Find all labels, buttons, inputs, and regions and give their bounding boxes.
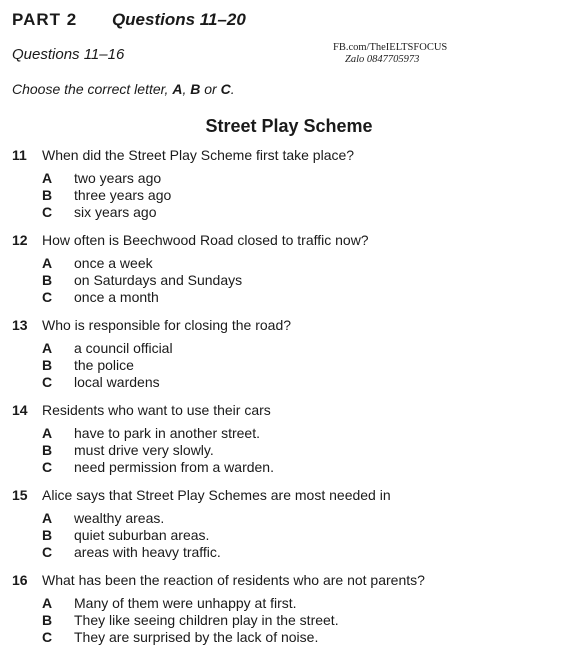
question-15 [12, 485, 562, 560]
instruction [12, 81, 235, 97]
option-text: need permission from a warden. [74, 458, 274, 475]
option-text: once a week [74, 255, 153, 271]
option-a [12, 255, 562, 272]
question-line [12, 400, 562, 420]
watermark-line-1: FB.com/TheIELTSFOCUS [333, 42, 448, 53]
questions-range: Questions 11–20 [111, 10, 246, 29]
option-b [12, 272, 562, 289]
watermark [333, 42, 447, 66]
question-line [12, 230, 562, 250]
letter-b: B [190, 81, 201, 97]
letter-c: C [220, 81, 231, 97]
question-number: 11 [12, 147, 27, 163]
question-11 [12, 145, 562, 220]
part-label: PART 2 [12, 10, 78, 29]
option-a [12, 595, 562, 612]
separator-or: or [204, 81, 217, 97]
question-line [12, 570, 562, 590]
option-letter: B [42, 186, 53, 203]
question-text: Residents who want to use their cars [42, 402, 271, 418]
part-header [12, 10, 246, 30]
option-a [12, 510, 562, 527]
option-b [12, 527, 562, 544]
option-letter: C [42, 288, 53, 305]
option-b [12, 612, 562, 629]
option-letter: C [42, 373, 53, 390]
option-a [12, 170, 562, 187]
option-c [12, 629, 562, 646]
option-a [12, 340, 562, 357]
option-list [12, 595, 562, 645]
separator-comma: , [182, 81, 187, 97]
question-number: 16 [12, 572, 28, 588]
question-line [12, 485, 562, 505]
option-text: two years ago [74, 170, 162, 186]
option-letter: C [42, 203, 53, 220]
option-list [12, 255, 562, 305]
instruction-prefix: Choose the correct letter, [12, 81, 169, 97]
option-b [12, 442, 562, 459]
option-list [12, 510, 562, 560]
option-c [12, 289, 562, 306]
option-list [12, 170, 562, 220]
option-text: the police [74, 356, 134, 373]
section-heading: Questions 11–16 [12, 46, 125, 63]
question-number: 12 [12, 232, 28, 248]
option-letter: B [42, 526, 53, 543]
letter-a: A [172, 81, 183, 97]
option-letter: C [42, 458, 53, 475]
option-text: Many of them were unhappy at first. [74, 595, 297, 611]
question-text: How often is Beechwood Road closed to traffic now? [42, 232, 369, 248]
option-c [12, 544, 562, 561]
question-12 [12, 230, 562, 305]
option-list [12, 425, 562, 475]
option-letter: B [42, 356, 53, 373]
instruction-end: . [230, 81, 235, 97]
option-text: quiet suburban areas. [74, 526, 210, 543]
option-letter: A [42, 510, 53, 526]
question-13 [12, 315, 562, 390]
option-a [12, 425, 562, 442]
option-letter: B [42, 441, 53, 458]
title-text: Street Play Scheme [205, 116, 373, 136]
option-text: six years ago [74, 203, 157, 220]
option-letter: C [42, 628, 53, 645]
option-b [12, 187, 562, 204]
question-number: 14 [12, 402, 28, 418]
question-16 [12, 570, 562, 645]
option-text: They are surprised by the lack of noise. [74, 628, 319, 645]
option-letter: B [42, 271, 53, 288]
document-title [0, 116, 574, 137]
option-text: once a month [74, 288, 159, 305]
question-text: Alice says that Street Play Schemes are most needed in [42, 487, 391, 503]
option-c [12, 459, 562, 476]
option-text: areas with heavy traffic. [74, 543, 221, 560]
option-letter: B [42, 611, 53, 628]
option-text: must drive very slowly. [74, 441, 214, 458]
question-14 [12, 400, 562, 475]
question-text: What has been the reaction of residents who are not parents? [42, 572, 425, 588]
option-text: have to park in another street. [74, 425, 260, 441]
option-letter: A [42, 595, 53, 611]
option-text: They like seeing children play in the street. [74, 611, 339, 628]
option-text: wealthy areas. [74, 510, 165, 526]
watermark-line-2: Zalo 0847705973 [345, 54, 420, 65]
option-c [12, 204, 562, 221]
option-text: on Saturdays and Sundays [74, 271, 243, 288]
question-number: 13 [12, 317, 28, 333]
question-text: Who is responsible for closing the road? [42, 317, 292, 333]
option-letter: A [42, 255, 53, 271]
question-line [12, 145, 562, 165]
option-text: local wardens [74, 373, 160, 390]
question-text: When did the Street Play Scheme first take place? [42, 147, 355, 163]
option-c [12, 374, 562, 391]
question-number: 15 [12, 487, 28, 503]
option-letter: A [42, 170, 53, 186]
option-text: a council official [74, 340, 173, 356]
option-text: three years ago [74, 186, 172, 203]
option-list [12, 340, 562, 390]
option-letter: C [42, 543, 53, 560]
option-b [12, 357, 562, 374]
option-letter: A [42, 425, 53, 441]
option-letter: A [42, 340, 53, 356]
question-line [12, 315, 562, 335]
